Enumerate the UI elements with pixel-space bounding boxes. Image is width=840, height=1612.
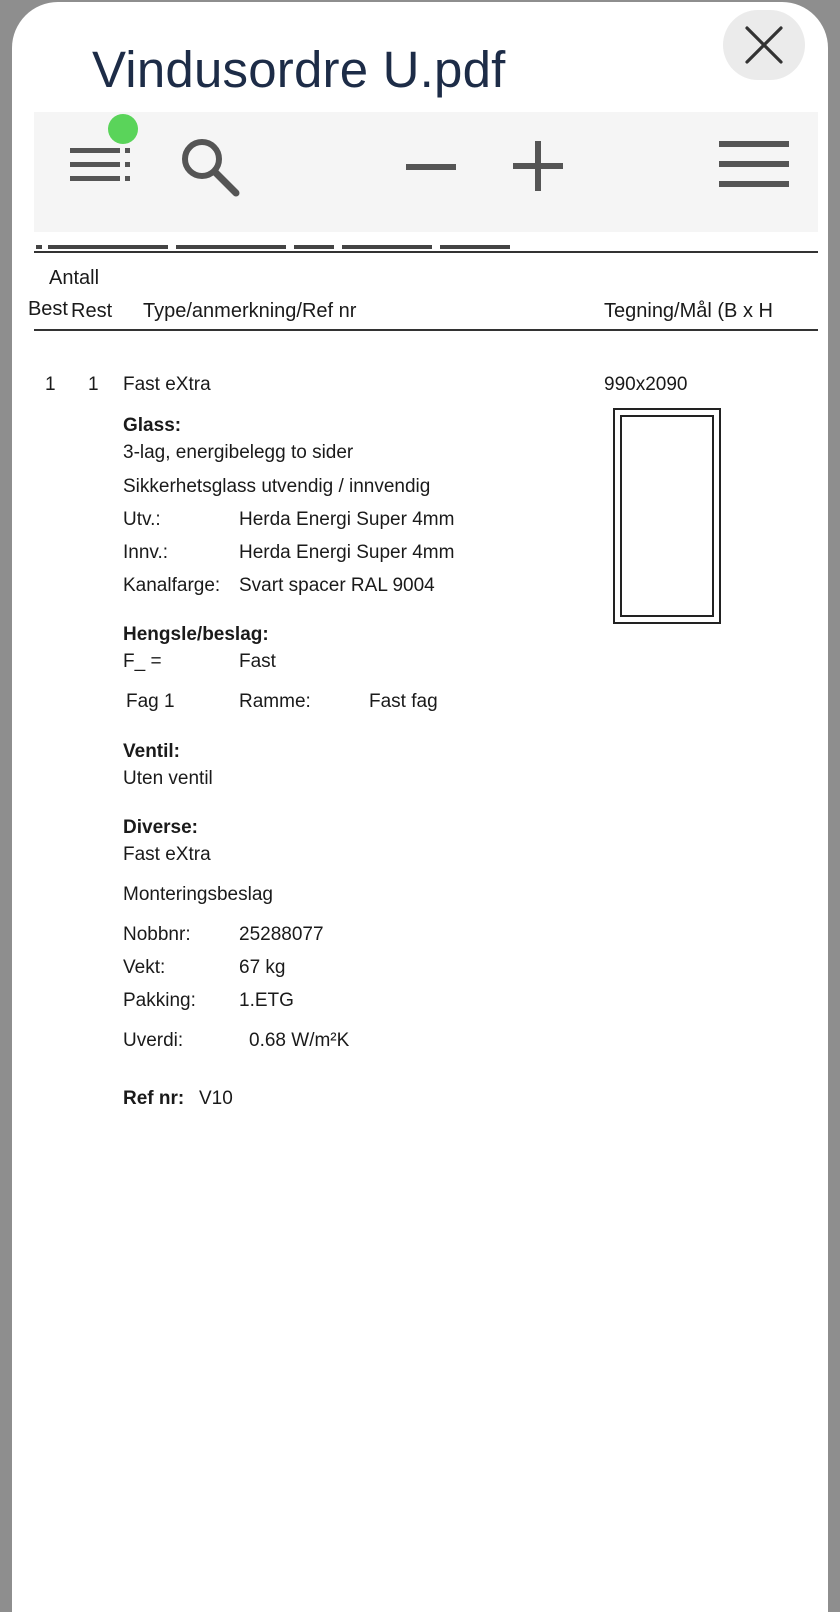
glass-kanal-label: Kanalfarge: — [123, 575, 221, 596]
notification-indicator — [108, 114, 138, 144]
window-drawing-inner-frame — [620, 415, 714, 617]
item-rest: 1 — [88, 374, 99, 395]
window-drawing — [613, 408, 721, 624]
search-icon — [178, 135, 244, 201]
item-best: 1 — [45, 374, 56, 395]
cut-off-text-line — [34, 238, 818, 244]
hengsle-f-value: Fast — [239, 651, 276, 672]
col-rest: Rest — [71, 300, 113, 322]
hengsle-f-label: F_ = — [123, 651, 162, 672]
search-button[interactable] — [178, 135, 244, 201]
vekt-label: Vekt: — [123, 957, 166, 978]
col-best: Best — [27, 298, 68, 320]
pdf-viewer-sheet — [12, 2, 828, 1612]
ventil-value: Uten ventil — [123, 768, 213, 789]
close-button[interactable] — [723, 10, 805, 80]
pakking-label: Pakking: — [123, 990, 196, 1011]
hengsle-heading: Hengsle/beslag: — [123, 624, 269, 645]
item-dimensions: 990x2090 — [604, 374, 688, 395]
item-type: Fast eXtra — [123, 374, 211, 395]
col-antall: Antall — [49, 267, 100, 289]
close-icon — [745, 26, 783, 64]
glass-utv-label: Utv.: — [123, 509, 161, 530]
menu-button[interactable] — [718, 137, 790, 191]
hamburger-menu-icon — [718, 137, 790, 191]
col-best-clip — [27, 298, 68, 324]
glass-line2: Sikkerhetsglass utvendig / innvendig — [123, 476, 431, 497]
hengsle-ramme-value: Fast fag — [369, 691, 438, 712]
zoom-out-button[interactable] — [405, 152, 457, 182]
zoom-in-button[interactable] — [512, 140, 564, 192]
col-type: Type/anmerkning/Ref nr — [143, 300, 357, 322]
ventil-heading: Ventil: — [123, 741, 181, 762]
pakking-value: 1.ETG — [239, 990, 294, 1011]
uverdi-label: Uverdi: — [123, 1030, 184, 1051]
vekt-value: 67 kg — [239, 957, 286, 978]
diverse-heading: Diverse: — [123, 817, 198, 838]
glass-heading: Glass: — [123, 415, 182, 436]
nobb-value: 25288077 — [239, 924, 324, 945]
diverse-line1: Fast eXtra — [123, 844, 211, 865]
ref-label: Ref nr: — [123, 1088, 185, 1109]
outline-button[interactable] — [70, 142, 136, 188]
glass-kanal-value: Svart spacer RAL 9004 — [239, 575, 435, 596]
hengsle-ramme-label: Ramme: — [239, 691, 311, 712]
header-top-rule — [34, 251, 818, 253]
document-title: Vindusordre U.pdf — [92, 41, 506, 98]
hengsle-fag-label: Fag 1 — [126, 691, 175, 712]
glass-innv-value: Herda Energi Super 4mm — [239, 542, 455, 563]
header-bottom-rule — [34, 329, 818, 331]
nobb-label: Nobbnr: — [123, 924, 191, 945]
list-outline-icon — [70, 142, 136, 188]
col-drawing: Tegning/Mål (B x H — [604, 300, 773, 322]
uverdi-value: 0.68 W/m²K — [249, 1030, 350, 1051]
glass-innv-label: Innv.: — [123, 542, 169, 563]
zoom-out-icon — [405, 152, 457, 182]
ref-value: V10 — [199, 1088, 233, 1109]
zoom-in-icon — [512, 140, 564, 192]
diverse-line2: Monteringsbeslag — [123, 884, 273, 905]
glass-utv-value: Herda Energi Super 4mm — [239, 509, 455, 530]
glass-line1: 3-lag, energibelegg to sider — [123, 442, 354, 463]
